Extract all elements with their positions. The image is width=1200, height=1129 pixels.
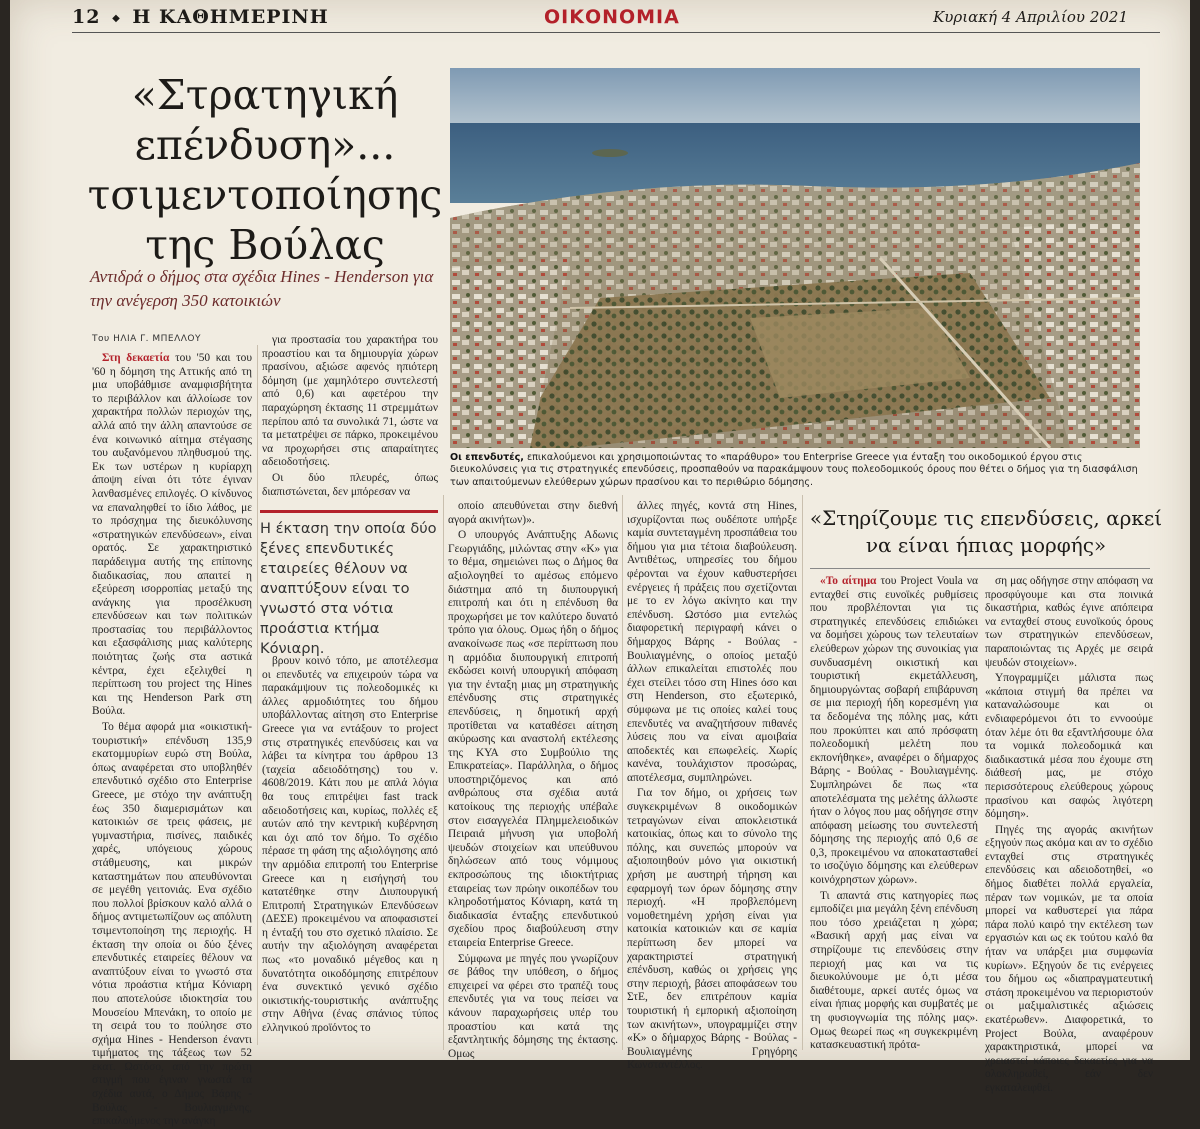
headline-line: της Βούλας [145, 221, 385, 269]
paragraph: Σύμφωνα με πηγές που γνωρίζουν σε βάθος την υπόθεση, ο δήμος επιχειρεί να φέρει στο τραπέζι τους επενδυτές για να τους πείσει να κάνουν παραχωρήσεις υπέρ του προαστίου και κατά της εξαντλητικής δόμησης της έκτασης. Ομως [448, 952, 618, 1060]
lead-words: «Το αίτημα [820, 575, 877, 587]
paragraph: ση μας οδήγησε στην απόφαση να προσφύγουμε και στα ποινικά δικαστήρια, καθώς έγινε απόπειρα να ενταχθεί στους ευνοϊκούς όρους των στρατηγικών επενδύσεων, παραποιώντας τις Αρχές με σειρά ψευδών στοιχείων». [985, 575, 1153, 669]
paragraph: για προστασία του χαρακτήρα του προαστίου και τα δημιουργία χώρων πρασίνου, αξιώσε αφενός ηπιότερη δόμηση (με χαμηλότερο συντελεστή από 0,6) και αφετέρου την παραχώρηση έκτασης 11 στρεμμάτων περίπου από τα συνολικά 71, ώστε να τα μετατρέψει σε πάρκο, προκειμένου να προχωρήσει στις απαραίτητες αδειοδοτήσεις. [262, 334, 438, 469]
interview-column-1 [810, 575, 978, 1050]
paragraph: άλλες πηγές, κοντά στη Hines, ισχυρίζονται πως ουδέποτε υπήρξε καμία συντεταγμένη προσπάθεια του δήμου για μια τέτοια διαβούλευση. Αντιθέτως, υπηρεσίες του δήμου φέρονται να έχουν καθυστερήσει ενέργειες ή πράξεις που σχετίζονται με το εν λόγω ακίνητο και την επένδυση. Ωστόσο μια εντελώς διαφορετική περιγραφή κάνει ο δήμαρχος Βάρης - Βούλας - Βουλιαγμένης, ο οποίος μεταξύ άλλων επικαλείται επιστολές που έχει στείλει τόσο στη Hines όσο και στη Henderson, στο εξωτερικό, σύμφωνα με τις οποίες καλεί τους επενδυτές να αναζητήσουν πιθανές λύσεις που να είναι αμοιβαία αποδεκτές και επωφελείς. Χωρίς κανένα, τουλάχιστον προσώρας, αποτέλεσμα, συμπληρώνει. [627, 500, 797, 784]
paragraph: Υπογραμμίζει μάλιστα πως «κάποια στιγμή θα πρέπει να καταναλώσουμε και οι ενδιαφερόμενοι ότι το εννοούμε όταν λέμε ότι θα εξαντλήσουμε όλα τα νομικά πολεοδομικά και διαδικαστικά μέσα που έχουμε στη διάθεσή μας, με στόχο περισσότερους ελεύθερους χώρους πρασίνου και σαφώς λιγότερη δόμηση». [985, 672, 1153, 821]
article-headline [80, 70, 450, 270]
header-rule [72, 32, 1160, 33]
article-column-2-bottom [262, 655, 438, 1050]
paper-name: Η ΚΑΘΗΜΕΡΙΝΗ [132, 6, 329, 28]
paragraph-text: του '50 και του '60 η δόμηση της Αττικής από τη μια υποβάθμισε αναμφισβήτητα το περιβάλλον και άλλοίωσε τον χαρακτήρα πολλών περιοχών της, αλλά από την άλλη απαντούσε σε ένα κοινωνικό αίτημα στέγασης του αυξανόμενου πληθυσμού της. Εκ των υστέρων η κυρίαρχη άποψη είναι ότι τότε έγιναν λανθασμένες επιλογές. Ο κίνδυνος να επαναληφθεί το ίδιο λάθος, με το πρόσχημα της διευκόλυνσης «στρατηγικών επενδύσεων», είναι ορατός. Σε χαρακτηριστικό παράδειγμα αυτής της επίπονης διαδικασίας, που απαιτεί η εξεύρεση ισορροπίας μεταξύ της ανάγκης για προσέλκυση επενδύσεων και των πολιτικών προστασίας του περιβάλλοντος και εξασφάλισης μιας καλύτερης ποιότητας ζωής στα αστικά κέντρα, έχει εξελιχθεί η περίπτωση του project της Hines και της Henderson Park στη Βούλα. [92, 352, 253, 718]
interview-headline: «Στηρίζουμε τις επενδύσεις, αρκεί να είναι ήπιας μορφής» [809, 506, 1163, 557]
newspaper-page [10, 0, 1190, 1128]
caption-text: επικαλούμενοι και χρησιμοποιώντας το «παράθυρο» του Enterprise Greece για ένταξη του οικοδομικού έργου στις διευκολύνσεις για τις στρατηγικές επενδύσεις, προσπαθούν να παρακάμψουν τους πολεοδομικούς όρους που θέτει ο δήμος για τη διασφάλιση των απαιτούμενων ελεύθερων χώρων πρασίνου και το περιθώριο δόμησης. [450, 452, 1138, 488]
paragraph: Για τον δήμο, οι χρήσεις των συγκεκριμένων 8 οικοδομικών τετραγώνων είναι αποκλειστικά κατοικίας, όπως και το σύνολο της πόλης, και συνεπώς μπορούν να αξιοποιηθούν μόνο για οικιστική χρήση με αυστηρή τήρηση και εφαρμογή των όρων δόμησης στην περιοχή. «Η προβλεπόμενη νομοθετημένη χρήση είναι για κατοικία κατοικιών και σε καμία περίπτωση δεν μπορεί να χαρακτηριστεί στρατηγική επένδυση, καθώς οι χρήσεις γης στην περιοχή, βάσει αποφάσεων του ΣτΕ, δεν επιτρέπουν καμία τουριστική ή εμπορική αξιοποίηση των ακινήτων», υπογραμμίζει στην «Κ» ο δήμαρχος Βάρης - Βούλας - Βουλιαγμένης Γρηγόρης Κωνσταντέλλος. [627, 787, 797, 1072]
paragraph: Ο υπουργός Ανάπτυξης Αδωνις Γεωργιάδης, μιλώντας στην «Κ» για το θέμα, σημειώνει πως ο Δήμος θα αξιολογηθεί το αμέσως επόμενο διάστημα από τη διυπουργική επιτροπή και ότι η επένδυση θα προχωρήσει με τον καλύτερο δυνατό τρόπο για όλους. Ομως ήδη ο δήμος ανακοίνωσε πως «σε περίπτωση που η αρμόδια διυπουργική επιτροπή εκδώσει κοινή υπουργική απόφαση για την ένταξη μιας μη στρατηγικής επένδυσης στις στρατηγικές επενδύσεις, η δημοτική αρχή προτίθεται να καταθέσει αίτηση ακύρωσης και αναστολή εκτέλεσης της ΚΥΑ στο Συμβούλιο της Επικρατείας». Παράλληλα, ο δήμος υποστηριζόμενος και από ανθρώπους στα σχέδια αυτά κατοίκους της περιοχής υπέβαλε στον εισαγγελέα Πλημμελειοδικών Πειραιά μήνυση για υποβολή ψευδών στοιχείων και υπεύθυνου δηλώσεων από τους νόμιμους εκπροσώπους της ιδιοκτήτριας εταιρείας των πρώην οικοπέδων του κληροδοτήματος Κόνιαρη, κατά τη διαδικασία ένταξης επενδυτικού σχεδίου προς διαβούλευση στην εταιρεία Enterprise Greece. [448, 529, 618, 949]
paragraph: οποίο απευθύνεται στην διεθνή αγορά ακινήτων)». [448, 500, 618, 526]
interview-rule [810, 568, 1150, 569]
page-number: 12 [72, 6, 101, 28]
paragraph: βρουν κοινό τόπο, με αποτέλεσμα οι επενδυτές να επιχειρούν τώρα να παρακάμψουν τις πολεοδομικές κι άλλες αρμοδιότητες του δήμου υποβάλλοντας αίτηση στο Enterprise Greece για να εντάξουν το project στις στρατηγικές επενδύσεις και να λάβει τα κίνητρα του άρθρου 13 (ταχεία αδειοδότησης) του ν. 4608/2019. Κάτι που με απλά λόγια θα τους επιτρέψει fast track αδειοδοτήσεις και, κυρίως, πολλές εξ αυτών από την κεντρική κυβέρνηση και όχι από τον δήμο. Το σχέδιο πέρασε τη φάση της αξιολόγησης από την αρμόδια επιτροπή του Enterprise Greece και η εισήγησή του κατατέθηκε στην Διυπουργική Επιτροπή Στρατηγικών Επενδύσεων (ΔΕΣΕ) προκειμένου να αποφασιστεί η ένταξή του στο σχετικό πλαίσιο. Σε αυτήν την αξιολόγηση αναφέρεται πως «το μοναδικό μέγεθος και η δυνατότητα οικοδόμησης επιτρέπουν ένα συνεκτικό γενικό σχέδιο οικιστικής-τουριστικής ανάπτυξης στην Αθήνα (ένας σπάνιος τύπος ελληνικού προϊόντος το [262, 655, 438, 1035]
page-masthead [72, 6, 329, 28]
article-column-2-top [262, 334, 438, 498]
article-column-4 [627, 500, 797, 1072]
issue-date: Κυριακή 4 Απριλίου 2021 [933, 8, 1128, 26]
article-column-1 [92, 352, 253, 1128]
headline-line: τσιμεντοποίησης [87, 171, 443, 219]
column-divider [257, 345, 258, 1045]
paragraph: Πηγές της αγοράς ακινήτων εξηγούν πως ακόμα και αν το σχέδιο ενταχθεί στις στρατηγικές επενδύσεις και αδειοδοτηθεί, «ο δήμος διαθέτει πολλά εργαλεία, πέραν των νομικών, με τα οποία μπορεί να καθυστερεί για πάρα πάρα πολύ καιρό την εκτέλεση των εργασιών και ως εκ τούτου καλό θα ήταν να υπάρξει μια συμφωνία κυρίων». Εξηγούν δε τις ενέργειες του δήμου ως «διαπραγματευτική στάση προκειμένου να περιοριστούν οι μαξιμαλιστικές αξιώσεις εκατέρωθεν». Διαφορετικά, το Project Βούλα, αναφέρουν χαρακτηριστικά, μπορεί να χρειαστεί κάποιες δεκαετίες για να ολοκληρωθεί, εάν δεν εγκαταλειφθεί. [985, 823, 1153, 1094]
interview-column-2 [985, 575, 1153, 1094]
headline-line: επένδυση»... [134, 121, 396, 169]
article-subhead: Αντιδρά ο δήμος στα σχέδια Hines - Henderson για την ανέγερση 350 κατοικιών [90, 267, 434, 310]
paragraph: Οι δύο πλευρές, όπως διαπιστώνεται, δεν μπόρεσαν να [262, 471, 438, 498]
column-divider [443, 495, 444, 1050]
paragraph [810, 575, 978, 888]
headline-line: «Στρατηγική [131, 71, 399, 119]
lead-words: Στη δεκαετία [102, 352, 170, 364]
byline: Του ΗΛΙΑ Γ. ΜΠΕΛΛΟΥ [92, 334, 202, 344]
paragraph [92, 352, 252, 719]
aerial-photo-image [450, 68, 1140, 448]
pull-quote: Η έκταση την οποία δύο ξένες επενδυτικές εταιρείες θέλουν να αναπτύξουν είναι το γνωστό στα νότια προάστια κτήμα Κόνιαρη. [260, 510, 438, 659]
section-name: ΟΙΚΟΝΟΜΙΑ [544, 6, 680, 28]
photo-caption [450, 452, 1140, 489]
paragraph-text: του Project Voula να ενταχθεί στις ευνοϊκές ρυθμίσεις που προβλέπονται για τις στρατηγικές επενδύσεις επιδιώκει να δομήσει χώρους των τελευταίων ελεύθερων χώρων της συνοικίας για συνδυασμένη οικιστική και τουριστική εκμετάλλευση, δημιουργώντας σοβαρή επιβάρυνση σε μια περιοχή ήδη κορεσμένη για τα δεδομένα της πόλης μας, κάτι που προκύπτει και από πρόσφατη πολεοδομική μελέτη που εκπονήθηκε», αναφέρει ο δήμαρχος Βάρης - Βούλας - Βουλιαγμένης. Συμπληρώνει δε πως «τα αποτελέσματα της μελέτης άλλωστε ήταν ο λόγος που μας οδήγησε στην απόφαση μείωσης του συντελεστή δόμησης της περιοχής από 0,6 σε 0,3, προκειμένου να αποκατασταθεί το ισοζύγιο δόμησης και ελεύθερων κοινόχρηστων χώρων». [810, 575, 978, 887]
caption-lead: Οι επενδυτές, [450, 452, 524, 463]
page-header [10, 0, 1190, 34]
aerial-photo [450, 68, 1140, 448]
column-divider [802, 495, 803, 1050]
diamond-icon: ◆ [112, 12, 121, 24]
article-column-3 [448, 500, 618, 1060]
paragraph: Τι απαντά στις κατηγορίες πως εμποδίζει μια μεγάλη ξένη επένδυση που τόσο χρειάζεται η χώρα; «Βασική αρχή μας είναι να στηρίζουμε τις επενδύσεις στην περιοχή μας και να τις διευκολύνουμε με ό,τι μέσα διαθέτουμε, αρκεί αυτές όμως να είναι ήπιας μορφής και συμβατές με τη φυσιογνωμία της πόλης μας». Ομως θεωρεί πως «η συγκεκριμένη κατασκευαστική πρότα- [810, 889, 978, 1052]
column-divider [622, 495, 623, 1050]
paragraph: Το θέμα αφορά μια «οικιστική-τουριστική» επένδυση 135,9 εκατομμυρίων ευρώ στη Βούλα, όπως αναφέρεται στο υποβληθέν επενδυτικό σχέδιο στο Enterprise Greece, με στόχο την ανάπτυξη έως 350 διαμερισμάτων και κατοικιών σε τρεις φάσεις, με γυμναστήρια, πισίνες, παιδικές χαρές, υπόγειους χώρους στάθμευσης, και μικρών καταστημάτων που απευθύνονται σε μεγέθη γειτονιάς. Ενα σχέδιο που πολλοί βρίσκουν καλό αλλά ο δήμος αντιμετωπίζουν ως απόλυτη τσιμεντοποίηση της περιοχής. Η έκταση την οποία οι δύο ξένες επενδυτικές εταιρείες θέλουν να αναπτύξουν είναι το γνωστό στα νότια προάστια κτήμα Κόνιαρη που αποτελούσε ιδιοκτησία του Μουσείου Μπενάκη, το οποίο με τη σειρά του το πούλησε στο σχήμα Hines - Henderson έναντι τιμήματος της τάξεως των 52 εκατ. Ωστόσο, από την πρώτη στιγμή που έγιναν γνωστά τα σχέδια αυτά, ο Δήμος Βάρης - Βούλας - Βουλιαγμένης, επικαλούμενος την ανάγκη [92, 721, 252, 1128]
